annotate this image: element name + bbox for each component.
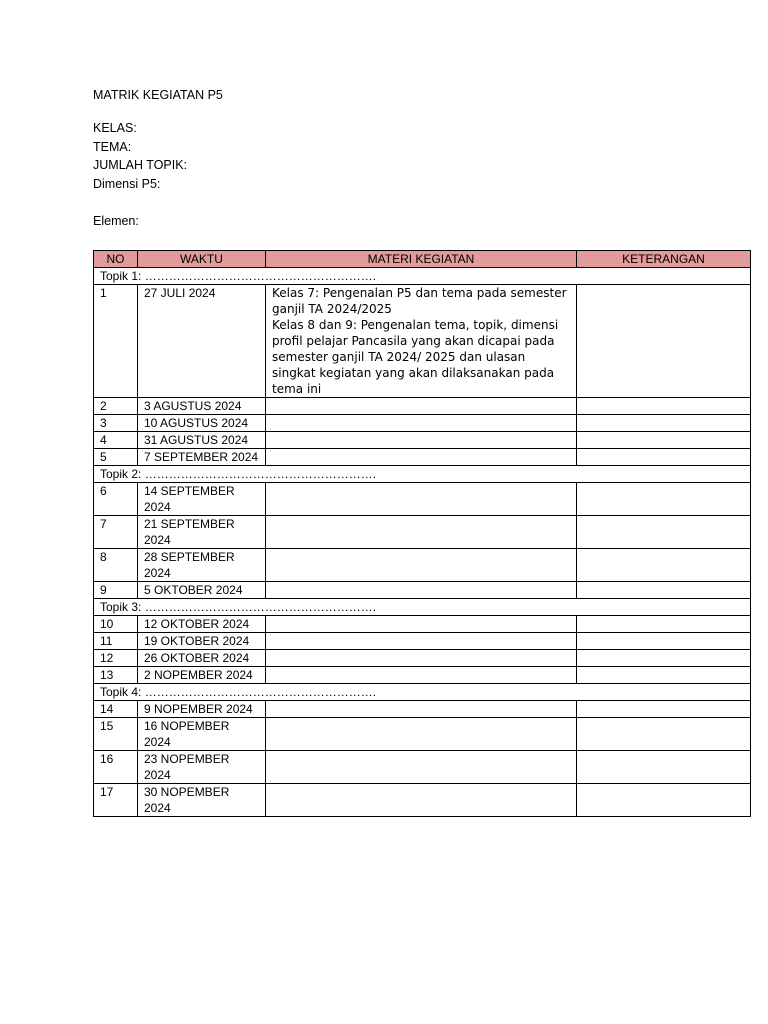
cell-materi (266, 633, 577, 650)
cell-materi (266, 415, 577, 432)
cell-keterangan (577, 616, 751, 633)
cell-no: 12 (94, 650, 138, 667)
cell-waktu: 5 OKTOBER 2024 (138, 582, 266, 599)
cell-keterangan (577, 633, 751, 650)
cell-materi (266, 650, 577, 667)
topic-label: Topik 4: …………………………………………………. (94, 684, 751, 701)
cell-waktu: 9 NOPEMBER 2024 (138, 701, 266, 718)
table-row (94, 650, 751, 667)
meta-fields (93, 119, 187, 230)
header-keterangan: KETERANGAN (577, 251, 751, 268)
cell-materi (266, 549, 577, 582)
table-row (94, 516, 751, 549)
table-row (94, 449, 751, 466)
table-header-row (94, 251, 751, 268)
table-row (94, 616, 751, 633)
cell-materi (266, 751, 577, 784)
cell-waktu: 14 SEPTEMBER 2024 (138, 483, 266, 516)
cell-no: 9 (94, 582, 138, 599)
materi-paragraph: Kelas 7: Pengenalan P5 dan tema pada semester ganjil TA 2024/2025 (272, 286, 567, 316)
cell-materi (266, 667, 577, 684)
activity-matrix-table (93, 250, 751, 817)
cell-no: 13 (94, 667, 138, 684)
cell-keterangan (577, 784, 751, 817)
table-row (94, 667, 751, 684)
cell-materi (266, 582, 577, 599)
cell-no: 5 (94, 449, 138, 466)
cell-waktu: 30 NOPEMBER 2024 (138, 784, 266, 817)
cell-keterangan (577, 449, 751, 466)
table-row (94, 582, 751, 599)
cell-no: 4 (94, 432, 138, 449)
cell-waktu: 19 OKTOBER 2024 (138, 633, 266, 650)
table-row (94, 784, 751, 817)
cell-materi (266, 432, 577, 449)
table-row (94, 398, 751, 415)
cell-keterangan (577, 667, 751, 684)
table-row (94, 483, 751, 516)
cell-waktu: 7 SEPTEMBER 2024 (138, 449, 266, 466)
elemen-label: Elemen: (93, 213, 139, 228)
table-row (94, 432, 751, 449)
cell-waktu: 16 NOPEMBER 2024 (138, 718, 266, 751)
cell-no: 6 (94, 483, 138, 516)
cell-no: 11 (94, 633, 138, 650)
cell-no: 3 (94, 415, 138, 432)
cell-keterangan (577, 432, 751, 449)
cell-keterangan (577, 701, 751, 718)
cell-no: 2 (94, 398, 138, 415)
cell-no: 15 (94, 718, 138, 751)
cell-waktu: 12 OKTOBER 2024 (138, 616, 266, 633)
cell-materi (266, 449, 577, 466)
cell-keterangan (577, 285, 751, 398)
topic-label: Topik 2: …………………………………………………. (94, 466, 751, 483)
spacer (93, 193, 187, 212)
cell-waktu: 27 JULI 2024 (138, 285, 266, 398)
cell-keterangan (577, 483, 751, 516)
cell-materi (266, 616, 577, 633)
cell-waktu: 21 SEPTEMBER 2024 (138, 516, 266, 549)
cell-waktu: 31 AGUSTUS 2024 (138, 432, 266, 449)
kelas-label: KELAS: (93, 121, 137, 135)
cell-waktu: 10 AGUSTUS 2024 (138, 415, 266, 432)
cell-materi (266, 398, 577, 415)
table-row (94, 718, 751, 751)
cell-keterangan (577, 549, 751, 582)
cell-no: 8 (94, 549, 138, 582)
header-materi: MATERI KEGIATAN (266, 251, 577, 268)
cell-no: 16 (94, 751, 138, 784)
table-row (94, 285, 751, 398)
cell-keterangan (577, 415, 751, 432)
cell-keterangan (577, 650, 751, 667)
jumlah-topik-label: JUMLAH TOPIK: (93, 158, 188, 172)
cell-materi (266, 483, 577, 516)
cell-waktu: 3 AGUSTUS 2024 (138, 398, 266, 415)
table-body (94, 268, 751, 817)
cell-materi (266, 516, 577, 549)
cell-waktu: 23 NOPEMBER 2024 (138, 751, 266, 784)
cell-no: 14 (94, 701, 138, 718)
table-row (94, 549, 751, 582)
topic-row (94, 684, 751, 701)
table-row (94, 751, 751, 784)
cell-keterangan (577, 516, 751, 549)
cell-keterangan (577, 582, 751, 599)
cell-materi (266, 784, 577, 817)
cell-waktu: 26 OKTOBER 2024 (138, 650, 266, 667)
header-no: NO (94, 251, 138, 268)
topic-row (94, 466, 751, 483)
topic-label: Topik 3: …………………………………………………. (94, 599, 751, 616)
materi-paragraph: Kelas 8 dan 9: Pengenalan tema, topik, dimensi profil pelajar Pancasila yang akan dicapai pada semester ganjil TA 2024/ 2025 dan ulasan singkat kegiatan yang akan dilaksanakan pada tema ini (272, 318, 559, 396)
document-title: MATRIK KEGIATAN P5 (93, 88, 223, 102)
cell-materi (266, 285, 577, 398)
cell-no: 1 (94, 285, 138, 398)
topic-row (94, 599, 751, 616)
cell-no: 17 (94, 784, 138, 817)
header-waktu: WAKTU (138, 251, 266, 268)
tema-label: TEMA: (93, 139, 132, 154)
table-row (94, 701, 751, 718)
topic-label: Topik 1: …………………………………………………. (94, 268, 751, 285)
cell-waktu: 2 NOPEMBER 2024 (138, 667, 266, 684)
cell-keterangan (577, 718, 751, 751)
cell-materi (266, 718, 577, 751)
cell-keterangan (577, 751, 751, 784)
dimensi-label: Dimensi P5: (93, 176, 161, 191)
cell-no: 7 (94, 516, 138, 549)
cell-keterangan (577, 398, 751, 415)
cell-materi (266, 701, 577, 718)
cell-waktu: 28 SEPTEMBER 2024 (138, 549, 266, 582)
table-row (94, 415, 751, 432)
topic-row (94, 268, 751, 285)
table-row (94, 633, 751, 650)
cell-no: 10 (94, 616, 138, 633)
